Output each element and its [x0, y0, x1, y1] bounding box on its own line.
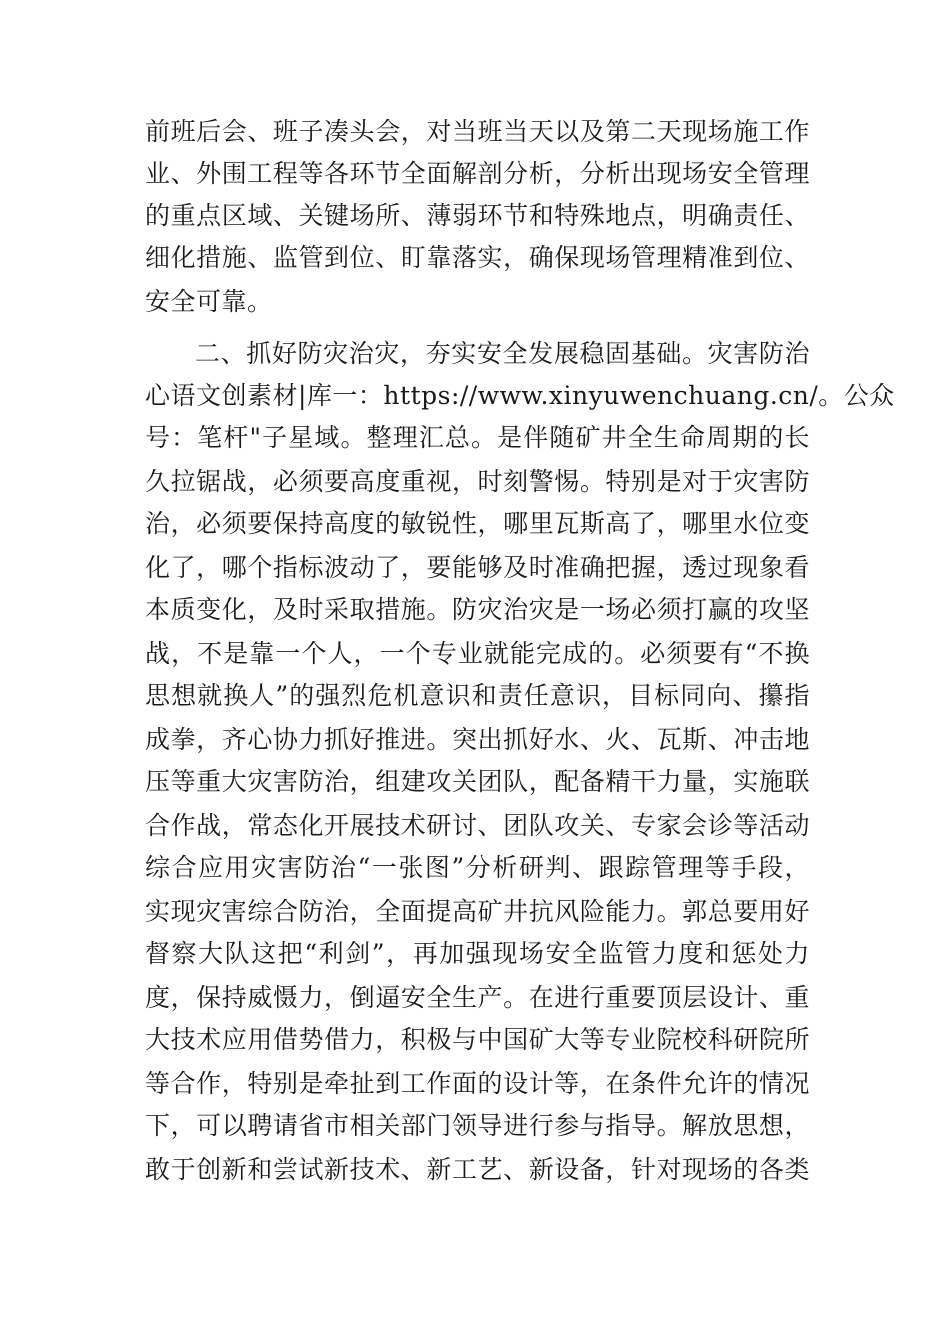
body-text-line: 综合应用灾害防治“一张图”分析研判、跟踪管理等手段，: [145, 853, 810, 882]
body-text-line: 久拉锯战，必须要高度重视，时刻警惕。特别是对于灾害防: [145, 467, 810, 496]
body-text-line: 安全可靠。: [145, 287, 273, 316]
body-text-line: 合作战，常态化开展技术研讨、团队攻关、专家会诊等活动: [145, 811, 810, 840]
body-text-line: 下，可以聘请省市相关部门领导进行参与指导。解放思想，: [145, 1111, 810, 1140]
body-text-line: 思想就换人”的强烈危机意识和责任意识，目标同向、攥指: [145, 681, 810, 710]
body-text-line: 等合作，特别是牵扯到工作面的设计等，在条件允许的情况: [145, 1069, 810, 1098]
body-text-line: 治，必须要保持高度的敏锐性，哪里瓦斯高了，哪里水位变: [145, 509, 810, 538]
body-text-line: 前班后会、班子凑头会，对当班当天以及第二天现场施工作: [145, 117, 810, 146]
body-text-line: 督察大队这把“利剑”，再加强现场安全监管力度和惩处力: [145, 939, 810, 968]
body-text-line: 敢于创新和尝试新技术、新工艺、新设备，针对现场的各类: [145, 1155, 810, 1184]
body-text-line: 战，不是靠一个人，一个专业就能完成的。必须要有“不换: [145, 639, 810, 668]
body-text-line: 度，保持威慑力，倒逼安全生产。在进行重要顶层设计、重: [145, 983, 810, 1012]
section-heading-line: 二、抓好防灾治灾，夯实安全发展稳固基础。灾害防治: [195, 339, 810, 368]
body-text-line: 大技术应用借势借力，积极与中国矿大等专业院校科研院所: [145, 1025, 810, 1054]
body-text-line: 心语文创素材|库一：https://www.xinyuwenchuang.cn/。公众: [145, 381, 895, 410]
body-text-line: 业、外围工程等各环节全面解剖分析，分析出现场安全管理: [145, 159, 810, 188]
body-text-line: 的重点区域、关键场所、薄弱环节和特殊地点，明确责任、: [145, 201, 810, 230]
body-text-line: 号：笔杆"子星域。整理汇总。是伴随矿井全生命周期的长: [145, 423, 810, 452]
body-text-line: 压等重大灾害防治，组建攻关团队，配备精干力量，实施联: [145, 767, 810, 796]
body-text-line: 化了，哪个指标波动了，要能够及时准确把握，透过现象看: [145, 553, 810, 582]
body-text-line: 成拳，齐心协力抓好推进。突出抓好水、火、瓦斯、冲击地: [145, 725, 810, 754]
body-text-line: 本质变化，及时采取措施。防灾治灾是一场必须打赢的攻坚: [145, 595, 810, 624]
body-text-line: 实现灾害综合防治，全面提高矿井抗风险能力。郭总要用好: [145, 897, 810, 926]
body-text-line: 细化措施、监管到位、盯靠落实，确保现场管理精准到位、: [145, 243, 810, 272]
